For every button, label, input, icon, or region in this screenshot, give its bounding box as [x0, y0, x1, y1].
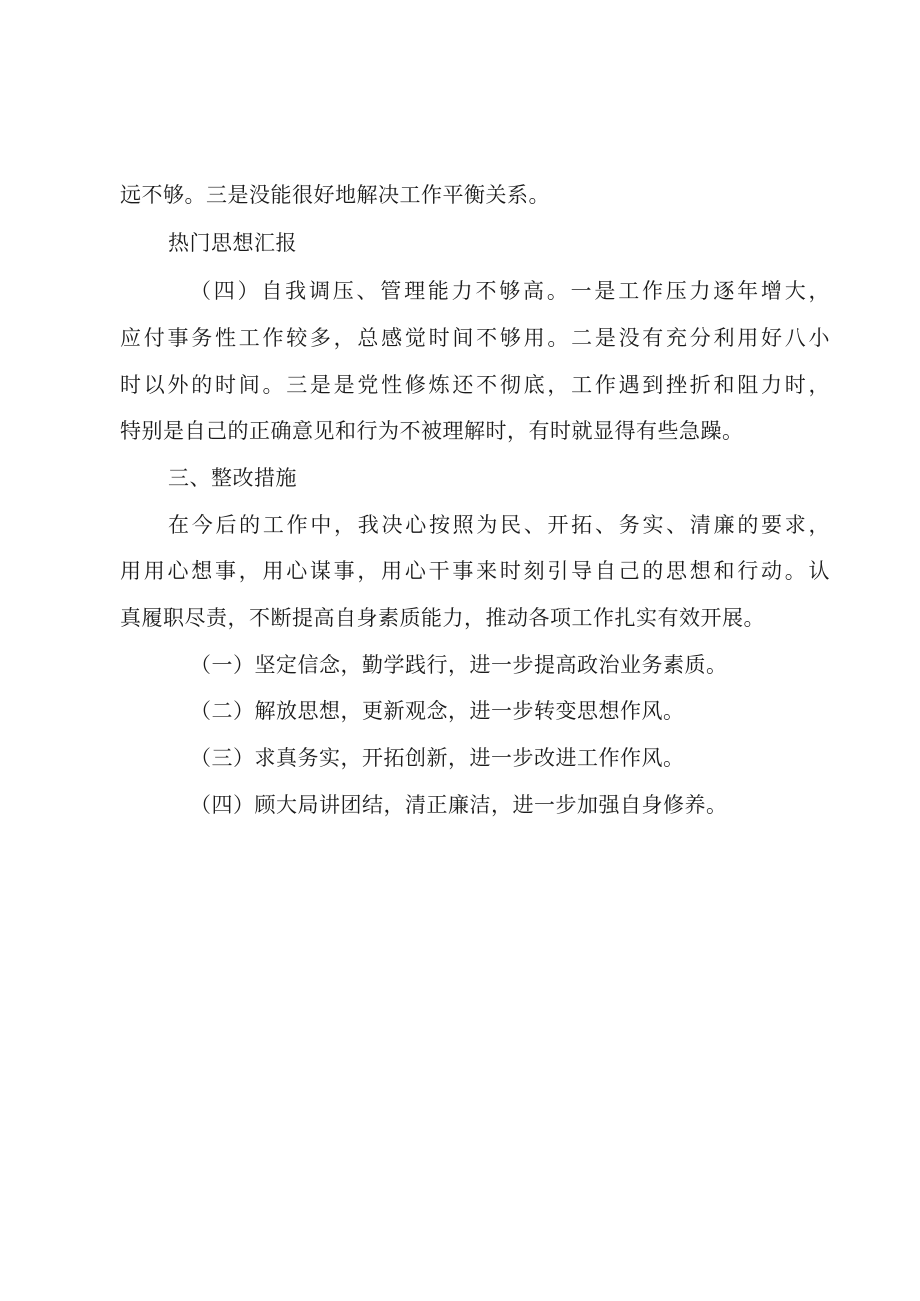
section-heading: 三、整改措施 — [168, 466, 297, 490]
text-line: 真履职尽责，不断提高自身素质能力，推动各项工作扎实有效开展。 — [120, 606, 765, 630]
text-line: 时以外的时间。三是是党性修炼还不彻底，工作遇到挫折和阻力时， — [120, 373, 830, 397]
text-line: （四）自我调压、管理能力不够高。一是工作压力逐年增大， — [190, 279, 830, 303]
text-line: 应付事务性工作较多，总感觉时间不够用。二是没有充分利用好八小 — [120, 326, 830, 350]
text-line: 用用心想事，用心谋事，用心干事来时刻引导自己的思想和行动。认 — [120, 559, 830, 583]
text-line: 特别是自己的正确意见和行为不被理解时，有时就显得有些急躁。 — [120, 419, 744, 443]
section-heading: 热门思想汇报 — [168, 231, 297, 255]
text-line: 在今后的工作中，我决心按照为民、开拓、务实、清廉的要求， — [168, 513, 830, 537]
list-item: （一）坚定信念，勤学践行，进一步提高政治业务素质。 — [190, 653, 728, 677]
list-item: （四）顾大局讲团结，清正廉洁，进一步加强自身修养。 — [190, 793, 728, 817]
text-line: 远不够。三是没能很好地解决工作平衡关系。 — [120, 183, 550, 207]
list-item: （三）求真务实，开拓创新，进一步改进工作作风。 — [190, 746, 685, 770]
list-item: （二）解放思想，更新观念，进一步转变思想作风。 — [190, 699, 685, 723]
